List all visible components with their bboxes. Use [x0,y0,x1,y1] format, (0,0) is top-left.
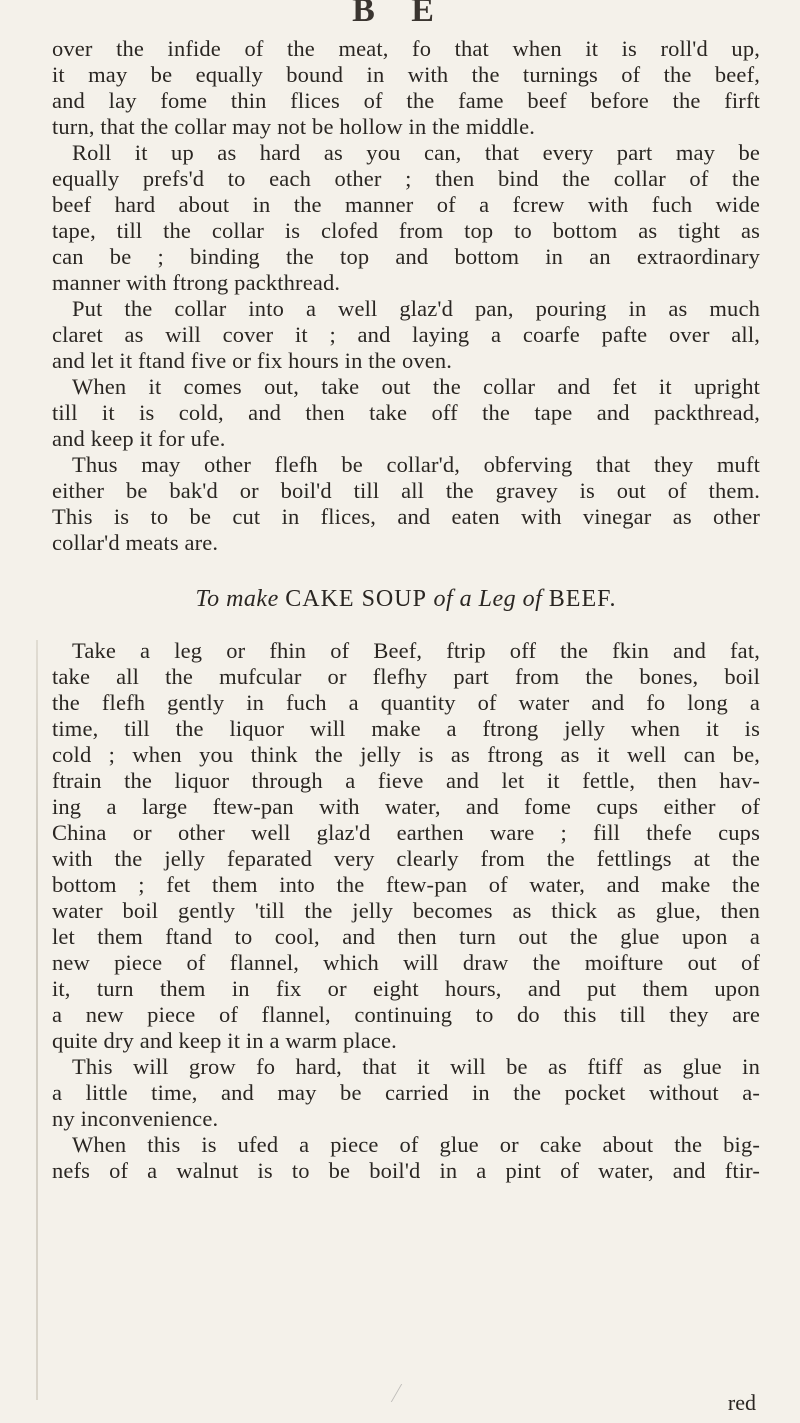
running-head: B E [352,0,448,29]
text-line: either be bak'd or boil'd till all the gravey is out of them. [52,478,760,503]
paragraph-collar-ending [52,36,760,140]
text-body [52,36,760,1184]
text-line: a new piece of flannel, continuing to do this till they are [52,1002,760,1027]
text-line: cold ; when you think the jelly is as ftrong as it well can be, [52,742,760,767]
text-line: When it comes out, take out the collar and fet it upright [72,374,760,399]
text-line: over the infide of the meat, fo that when it is roll'd up, [52,36,760,61]
text-line: a little time, and may be carried in the pocket without a- [52,1080,760,1105]
text-line: Take a leg or fhin of Beef, ftrip off the fkin and fat, [72,638,760,663]
text-line: Thus may other flefh be collar'd, obferving that they muft [72,452,760,477]
text-line: ny inconvenience. [52,1106,219,1131]
text-line: and let it ftand five or fix hours in the oven. [52,348,453,373]
text-line: can be ; binding the top and bottom in an extraordinary [52,244,760,269]
text-line: with the jelly feparated very clearly from the fettlings at the [52,846,760,871]
text-line: equally prefs'd to each other ; then bind the collar of the [52,166,760,191]
paragraph-hard [52,1054,760,1132]
heading-mid: of a Leg of [433,586,543,612]
text-line: collar'd meats are. [52,530,219,555]
paragraph-other-flesh [52,452,760,556]
text-line: it, turn them in fix or eight hours, and put them upon [52,976,760,1001]
text-line: it may be equally bound in with the turnings of the beef, [52,62,760,87]
text-line: tape, till the collar is clofed from top to bottom as tight as [52,218,760,243]
text-line: quite dry and keep it in a warm place. [52,1028,397,1053]
text-line: ftrain the liquor through a fieve and let it fettle, then hav- [52,768,760,793]
text-line: beef hard about in the manner of a fcrew with fuch wide [52,192,760,217]
text-line: till it is cold, and then take off the tape and packthread, [52,400,760,425]
text-line: This is to be cut in flices, and eaten with vinegar as other [52,504,760,529]
paragraph-recipe [52,638,760,1054]
margin-rule [36,640,38,1400]
text-line: new piece of flannel, which will draw the moifture out of [52,950,760,975]
text-line: the flefh gently in fuch a quantity of water and fo long a [52,690,760,715]
text-line: This will grow fo hard, that it will be as ftiff as glue in [72,1054,760,1079]
text-line: China or other well glaz'd earthen ware ; fill thefe cups [52,820,760,845]
text-line: and keep it for ufe. [52,426,226,451]
text-line: Put the collar into a well glaz'd pan, pouring in as much [72,296,760,321]
text-line: Roll it up as hard as you can, that every part may be [72,140,760,165]
text-line: manner with ftrong packthread. [52,270,341,295]
catchword: red [727,1390,756,1415]
text-line: ing a large ftew-pan with water, and fome cups either of [52,794,760,819]
paragraph-use [52,1132,760,1184]
pencil-mark [391,1384,414,1402]
heading-caps: CAKE SOUP [285,586,427,612]
paragraph-roll [52,140,760,296]
heading-end: BEEF. [548,586,617,612]
text-line: time, till the liquor will make a ftrong jelly when it is [52,716,760,741]
text-line: turn, that the collar may not be hollow in the middle. [52,114,535,139]
text-line: claret as will cover it ; and laying a coarfe pafte over all, [52,322,760,347]
text-line: let them ftand to cool, and then turn out the glue upon a [52,924,760,949]
text-line: nefs of a walnut is to be boil'd in a pint of water, and ftir- [52,1158,760,1183]
text-line: take all the mufcular or flefhy part from the bones, boil [52,664,760,689]
text-line: bottom ; fet them into the ftew-pan of water, and make the [52,872,760,897]
heading-prefix: To make [195,586,279,612]
text-line: and lay fome thin flices of the fame beef before the firft [52,88,760,113]
paragraph-cold [52,374,760,452]
paragraph-pan [52,296,760,374]
recipe-heading [52,584,760,614]
text-line: water boil gently 'till the jelly becomes as thick as glue, then [52,898,760,923]
text-line: When this is ufed a piece of glue or cake about the big- [72,1132,760,1157]
